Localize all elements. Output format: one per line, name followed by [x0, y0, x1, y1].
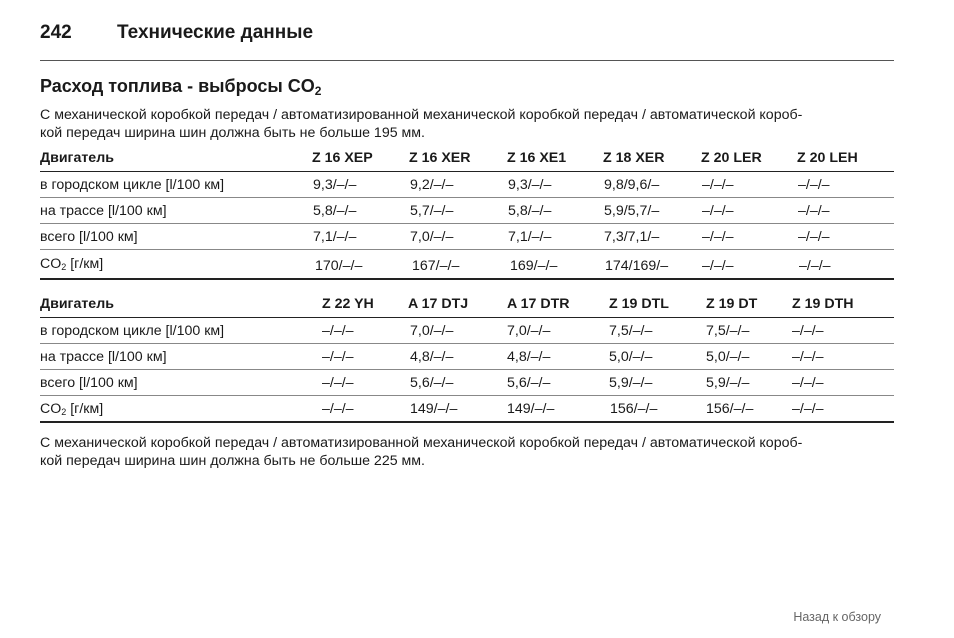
row-label: в городском цикле [l/100 км]	[40, 323, 225, 339]
table-cell: 170/–/–	[315, 258, 363, 274]
table-cell: 7,0/–/–	[410, 229, 454, 245]
table-cell: 5,8/–/–	[313, 203, 357, 219]
table-header-row	[40, 292, 894, 318]
table-cell: –/–/–	[322, 323, 354, 339]
column-header: Z 16 XER	[409, 150, 471, 166]
table-cell: –/–/–	[322, 401, 354, 417]
table-cell: –/–/–	[792, 375, 824, 391]
column-header: Z 22 YH	[322, 296, 374, 312]
table-cell: 7,0/–/–	[410, 323, 454, 339]
co2-subscript: 2	[61, 262, 67, 272]
table-cell: 4,8/–/–	[507, 349, 551, 365]
table-row	[40, 250, 894, 280]
column-header: Z 19 DTH	[792, 296, 854, 312]
header-label: Двигатель	[40, 150, 114, 166]
page-number: 242	[40, 22, 72, 43]
table-row	[40, 344, 894, 370]
row-label: на трассе [l/100 км]	[40, 349, 167, 365]
table-cell: 156/–/–	[610, 401, 658, 417]
table-cell: 5,6/–/–	[410, 375, 454, 391]
row-label	[40, 256, 103, 272]
intro-paragraph	[40, 106, 900, 142]
table-cell: 9,2/–/–	[410, 177, 454, 193]
column-header: Z 16 XEP	[312, 150, 373, 166]
table-cell: 9,3/–/–	[508, 177, 552, 193]
co2-unit: [г/км]	[66, 401, 104, 417]
table-row	[40, 318, 894, 344]
table-cell: 7,5/–/–	[609, 323, 653, 339]
column-header: Z 19 DT	[706, 296, 758, 312]
back-to-overview-link[interactable]: Назад к обзору	[793, 610, 881, 624]
table-cell: 167/–/–	[412, 258, 460, 274]
table-cell: 149/–/–	[410, 401, 458, 417]
row-label	[40, 401, 103, 417]
table-cell: 7,3/7,1/–	[604, 229, 660, 245]
table-header-row	[40, 146, 894, 172]
table-cell: 5,9/–/–	[609, 375, 653, 391]
table-cell: 5,0/–/–	[609, 349, 653, 365]
section-title-subscript: 2	[314, 84, 322, 98]
table-cell: –/–/–	[799, 258, 831, 274]
header-label: Двигатель	[40, 296, 114, 312]
table-cell: 5,8/–/–	[508, 203, 552, 219]
table-cell: 7,5/–/–	[706, 323, 750, 339]
table-row	[40, 172, 894, 198]
fuel-table-2	[40, 292, 894, 423]
table-cell: –/–/–	[798, 203, 830, 219]
outro-paragraph	[40, 434, 900, 470]
table-cell: –/–/–	[322, 349, 354, 365]
table-cell: –/–/–	[792, 323, 824, 339]
table-cell: 5,9/–/–	[706, 375, 750, 391]
column-header: A 17 DTR	[507, 296, 570, 312]
table-cell: 7,0/–/–	[507, 323, 551, 339]
co2-label: CO	[40, 256, 62, 272]
table-cell: 149/–/–	[507, 401, 555, 417]
table-row	[40, 396, 894, 423]
intro-line-1: С механической коробкой передач / автоматизированной механической коробкой передач / автоматической короб-	[40, 107, 803, 123]
table-cell: 5,0/–/–	[706, 349, 750, 365]
table-cell: 4,8/–/–	[410, 349, 454, 365]
table-row	[40, 370, 894, 396]
table-cell: –/–/–	[702, 177, 734, 193]
table-cell: –/–/–	[322, 375, 354, 391]
row-label: на трассе [l/100 км]	[40, 203, 167, 219]
table-cell: –/–/–	[702, 229, 734, 245]
table-cell: 5,7/–/–	[410, 203, 454, 219]
co2-subscript: 2	[61, 407, 67, 417]
co2-unit: [г/км]	[66, 256, 104, 272]
section-title	[40, 76, 321, 98]
fuel-table-1	[40, 146, 894, 280]
table-cell: 5,9/5,7/–	[604, 203, 660, 219]
table-cell: –/–/–	[798, 177, 830, 193]
column-header: Z 16 XE1	[507, 150, 567, 166]
column-header: Z 20 LER	[701, 150, 762, 166]
table-cell: –/–/–	[702, 203, 734, 219]
table-cell: 9,8/9,6/–	[604, 177, 660, 193]
column-header: Z 19 DTL	[609, 296, 669, 312]
column-header: A 17 DTJ	[408, 296, 469, 312]
table-cell: 174/169/–	[605, 258, 669, 274]
row-label: в городском цикле [l/100 км]	[40, 177, 225, 193]
table-cell: –/–/–	[792, 401, 824, 417]
page-header	[40, 20, 894, 61]
table-cell: 7,1/–/–	[508, 229, 552, 245]
table-row	[40, 224, 894, 250]
table-cell: –/–/–	[792, 349, 824, 365]
column-header: Z 18 XER	[603, 150, 665, 166]
table-cell: 169/–/–	[510, 258, 558, 274]
table-cell: –/–/–	[798, 229, 830, 245]
row-label: всего [l/100 км]	[40, 375, 138, 391]
table-cell: 5,6/–/–	[507, 375, 551, 391]
intro-line-2: кой передач ширина шин должна быть не больше 195 мм.	[40, 125, 425, 141]
table-row	[40, 198, 894, 224]
outro-line-2: кой передач ширина шин должна быть не больше 225 мм.	[40, 453, 425, 469]
row-label: всего [l/100 км]	[40, 229, 138, 245]
outro-line-1: С механической коробкой передач / автоматизированной механической коробкой передач / автоматической короб-	[40, 435, 803, 451]
table-cell: 7,1/–/–	[313, 229, 357, 245]
column-header: Z 20 LEH	[797, 150, 858, 166]
table-cell: 156/–/–	[706, 401, 754, 417]
table-cell: 9,3/–/–	[313, 177, 357, 193]
chapter-title: Технические данные	[117, 22, 314, 43]
section-title-text: Расход топлива - выбросы CO	[40, 76, 315, 96]
co2-label: CO	[40, 401, 62, 417]
table-cell: –/–/–	[702, 258, 734, 274]
